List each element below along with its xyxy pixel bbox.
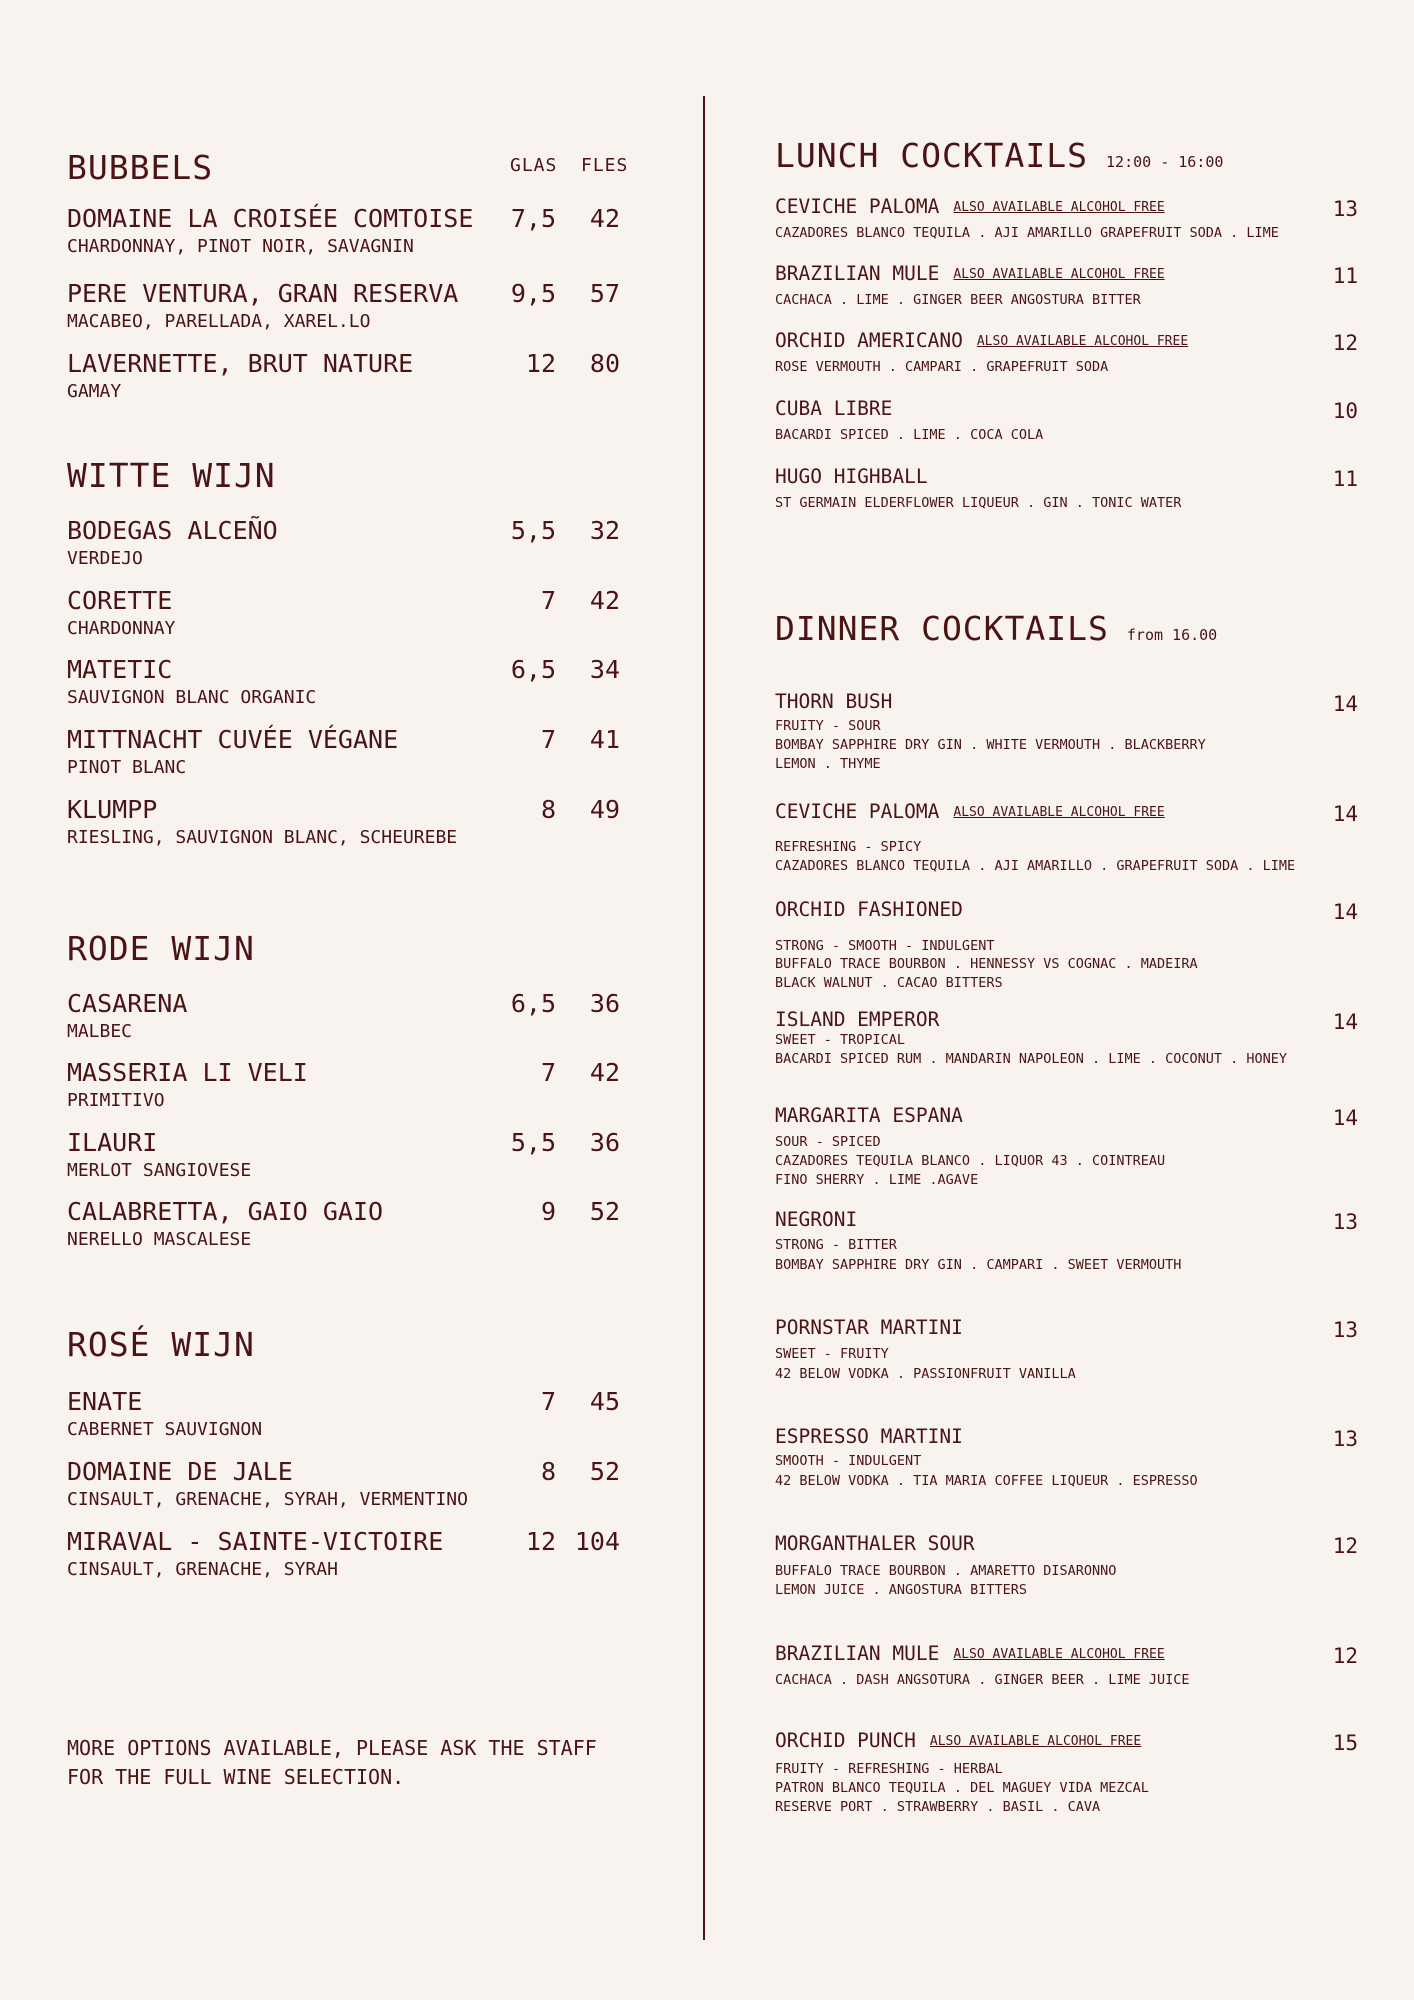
cocktail-description: BUFFALO TRACE BOURBON . HENNESSY VS COGNAC . MADEIRA (775, 956, 1198, 972)
alcohol-free-note: ALSO AVAILABLE ALCOHOL FREE (976, 334, 1189, 349)
cocktail-title-row (775, 1008, 939, 1031)
cocktail-name: BRAZILIAN MULE (775, 262, 940, 285)
glass-column-header: GLAS (510, 155, 558, 176)
wine-grapes: PRIMITIVO (67, 1090, 165, 1111)
bottle-price: 42 (589, 204, 620, 233)
cocktail-description: CAZADORES BLANCO TEQUILA . AJI AMARILLO . GRAPEFRUIT SODA . LIME (775, 858, 1296, 874)
dinner-heading (775, 609, 1217, 648)
cocktail-description: BACARDI SPICED . LIME . COCA COLA (775, 427, 1044, 443)
cocktail-description: CACHACA . DASH ANGSOTURA . GINGER BEER . LIME JUICE (775, 1672, 1190, 1688)
cocktail-price: 14 (1332, 1106, 1358, 1130)
wine-name: BODEGAS ALCEÑO (67, 516, 278, 545)
cocktail-title-row (775, 1104, 963, 1127)
wine-grapes: NERELLO MASCALESE (67, 1229, 252, 1250)
lunch-title: LUNCH COCKTAILS (775, 136, 1089, 175)
cocktail-description: BUFFALO TRACE BOURBON . AMARETTO DISARONNO (775, 1563, 1117, 1579)
glass-price: 12 (525, 1527, 556, 1556)
glass-price: 7 (540, 1387, 556, 1416)
lunch-heading (775, 136, 1223, 175)
wine-name: MATETIC (67, 655, 173, 684)
wine-name: KLUMPP (67, 795, 158, 824)
bottle-price: 42 (589, 586, 620, 615)
bottle-price: 52 (589, 1197, 620, 1226)
wine-grapes: RIESLING, SAUVIGNON BLANC, SCHEUREBE (67, 827, 458, 848)
cocktail-name: NEGRONI (775, 1208, 858, 1231)
wine-name: CORETTE (67, 586, 173, 615)
wine-name: MIRAVAL - SAINTE-VICTOIRE (67, 1527, 444, 1556)
bottle-price: 104 (574, 1527, 620, 1556)
wine-name: ILAURI (67, 1128, 158, 1157)
wine-section-title: RODE WIJN (67, 929, 255, 968)
wine-grapes: SAUVIGNON BLANC ORGANIC (67, 687, 317, 708)
alcohol-free-note: ALSO AVAILABLE ALCOHOL FREE (953, 267, 1165, 282)
cocktail-description: SWEET - FRUITY (775, 1346, 889, 1362)
wine-name: CASARENA (67, 989, 188, 1018)
cocktail-description: REFRESHING - SPICY (775, 839, 922, 855)
lunch-hours: 12:00 - 16:00 (1106, 153, 1224, 171)
cocktail-name: ESPRESSO MARTINI (775, 1425, 963, 1448)
cocktail-name: ORCHID FASHIONED (775, 898, 963, 921)
glass-price: 5,5 (510, 1128, 556, 1157)
cocktail-price: 13 (1332, 197, 1358, 221)
cocktail-price: 14 (1332, 802, 1358, 826)
cocktail-description: FINO SHERRY . LIME .AGAVE (775, 1172, 979, 1188)
cocktail-description: CACHACA . LIME . GINGER BEER ANGOSTURA BITTER (775, 292, 1141, 308)
bottle-price: 52 (589, 1457, 620, 1486)
alcohol-free-note: ALSO AVAILABLE ALCOHOL FREE (953, 200, 1165, 215)
cocktail-price: 13 (1332, 1210, 1358, 1234)
cocktail-title-row (775, 1425, 963, 1448)
glass-price: 7 (540, 725, 556, 754)
wine-name: DOMAINE DE JALE (67, 1457, 293, 1486)
cocktail-description: CAZADORES TEQUILA BLANCO . LIQUOR 43 . COINTREAU (775, 1153, 1166, 1169)
cocktail-description: FRUITY - REFRESHING - HERBAL (775, 1761, 1003, 1777)
bottle-price: 34 (589, 655, 620, 684)
cocktail-description: ST GERMAIN ELDERFLOWER LIQUEUR . GIN . TONIC WATER (775, 495, 1182, 511)
cocktail-price: 12 (1332, 331, 1358, 355)
cocktail-price: 11 (1332, 264, 1358, 288)
wine-name: MASSERIA LI VELI (67, 1058, 308, 1087)
bottle-price: 80 (589, 349, 620, 378)
dinner-hours: from 16.00 (1126, 626, 1218, 644)
dinner-title: DINNER COCKTAILS (775, 609, 1109, 648)
cocktail-price: 12 (1332, 1644, 1358, 1668)
cocktail-description: BACARDI SPICED RUM . MANDARIN NAPOLEON . LIME . COCONUT . HONEY (775, 1051, 1288, 1067)
wine-footer-note: MORE OPTIONS AVAILABLE, PLEASE ASK THE STAFF FOR THE FULL WINE SELECTION. (67, 1736, 597, 1789)
wine-name: LAVERNETTE, BRUT NATURE (67, 349, 414, 378)
wine-grapes: VERDEJO (67, 548, 143, 569)
cocktail-description: BLACK WALNUT . CACAO BITTERS (775, 975, 1003, 991)
cocktail-description: FRUITY - SOUR (775, 718, 881, 734)
cocktail-title-row (775, 800, 1165, 823)
cocktail-title-row (775, 262, 1165, 285)
wine-grapes: PINOT BLANC (67, 757, 187, 778)
cocktail-name: ORCHID AMERICANO (775, 329, 963, 352)
cocktail-title-row (775, 195, 1165, 218)
glass-price: 7,5 (510, 204, 556, 233)
wine-grapes: CABERNET SAUVIGNON (67, 1419, 263, 1440)
cocktail-name: MARGARITA ESPANA (775, 1104, 963, 1127)
cocktail-title-row (775, 690, 892, 713)
cocktail-price: 14 (1332, 692, 1358, 716)
wine-section-title: ROSÉ WIJN (67, 1325, 255, 1364)
cocktail-name: HUGO HIGHBALL (775, 465, 928, 488)
cocktail-description: RESERVE PORT . STRAWBERRY . BASIL . CAVA (775, 1799, 1101, 1815)
bottle-price: 36 (589, 1128, 620, 1157)
cocktail-name: THORN BUSH (775, 690, 893, 713)
cocktail-title-row (775, 1729, 1141, 1752)
cocktail-description: LEMON . THYME (775, 756, 881, 772)
glass-price: 9 (540, 1197, 556, 1226)
cocktail-name: MORGANTHALER SOUR (775, 1532, 975, 1555)
cocktail-description: STRONG - BITTER (775, 1237, 897, 1253)
cocktail-name: CEVICHE PALOMA (775, 800, 940, 823)
cocktail-description: BOMBAY SAPPHIRE DRY GIN . CAMPARI . SWEET VERMOUTH (775, 1257, 1182, 1273)
cocktail-description: PATRON BLANCO TEQUILA . DEL MAGUEY VIDA MEZCAL (775, 1780, 1149, 1796)
wine-section-title: BUBBELS (67, 148, 214, 187)
wine-grapes: CINSAULT, GRENACHE, SYRAH (67, 1559, 338, 1580)
bottle-price: 41 (589, 725, 620, 754)
wine-name: MITTNACHT CUVÉE VÉGANE (67, 725, 399, 754)
cocktail-name: CUBA LIBRE (775, 397, 893, 420)
bottle-price: 36 (589, 989, 620, 1018)
glass-price: 7 (540, 1058, 556, 1087)
wine-name: DOMAINE LA CROISÉE COMTOISE (67, 204, 474, 233)
cocktail-description: 42 BELOW VODKA . PASSIONFRUIT VANILLA (775, 1366, 1076, 1382)
cocktail-description: SWEET - TROPICAL (775, 1032, 906, 1048)
cocktail-title-row (775, 329, 1188, 352)
alcohol-free-note: ALSO AVAILABLE ALCOHOL FREE (929, 1734, 1142, 1749)
glass-price: 7 (540, 586, 556, 615)
wine-grapes: CHARDONNAY, PINOT NOIR, SAVAGNIN (67, 236, 414, 257)
wine-name: ENATE (67, 1387, 143, 1416)
bottle-price: 45 (589, 1387, 620, 1416)
cocktail-price: 13 (1332, 1427, 1358, 1451)
wine-grapes: CINSAULT, GRENACHE, SYRAH, VERMENTINO (67, 1489, 468, 1510)
cocktail-description: CAZADORES BLANCO TEQUILA . AJI AMARILLO GRAPEFRUIT SODA . LIME (775, 225, 1279, 241)
bottle-price: 42 (589, 1058, 620, 1087)
cocktail-description: LEMON JUICE . ANGOSTURA BITTERS (775, 1582, 1027, 1598)
cocktail-description: SMOOTH - INDULGENT (775, 1453, 922, 1469)
cocktail-price: 10 (1332, 399, 1358, 423)
cocktail-name: PORNSTAR MARTINI (775, 1316, 963, 1339)
glass-price: 8 (540, 795, 556, 824)
wine-grapes: MACABEO, PARELLADA, XAREL.LO (67, 311, 371, 332)
wine-name: PERE VENTURA, GRAN RESERVA (67, 279, 459, 308)
cocktail-description: ROSE VERMOUTH . CAMPARI . GRAPEFRUIT SODA (775, 359, 1109, 375)
cocktail-price: 11 (1332, 467, 1358, 491)
cocktail-price: 12 (1332, 1534, 1358, 1558)
cocktail-title-row (775, 1532, 975, 1555)
wine-grapes: MERLOT SANGIOVESE (67, 1160, 252, 1181)
cocktail-name: ISLAND EMPEROR (775, 1008, 940, 1031)
cocktail-name: CEVICHE PALOMA (775, 195, 940, 218)
glass-price: 12 (525, 349, 556, 378)
cocktail-title-row (775, 1642, 1165, 1665)
cocktail-price: 13 (1332, 1318, 1358, 1342)
glass-price: 6,5 (510, 989, 556, 1018)
cocktail-title-row (775, 1208, 857, 1231)
alcohol-free-note: ALSO AVAILABLE ALCOHOL FREE (953, 805, 1165, 820)
wine-grapes: CHARDONNAY (67, 618, 176, 639)
cocktail-name: ORCHID PUNCH (775, 1729, 916, 1752)
glass-price: 8 (540, 1457, 556, 1486)
cocktail-description: SOUR - SPICED (775, 1134, 881, 1150)
wine-grapes: GAMAY (67, 381, 122, 402)
alcohol-free-note: ALSO AVAILABLE ALCOHOL FREE (953, 1647, 1165, 1662)
glass-price: 5,5 (510, 516, 556, 545)
cocktail-description: 42 BELOW VODKA . TIA MARIA COFFEE LIQUEUR . ESPRESSO (775, 1473, 1198, 1489)
cocktail-title-row (775, 465, 928, 488)
bottle-price: 49 (589, 795, 620, 824)
cocktail-price: 15 (1332, 1731, 1358, 1755)
wine-grapes: MALBEC (67, 1021, 133, 1042)
cocktail-price: 14 (1332, 900, 1358, 924)
cocktail-title-row (775, 898, 963, 921)
cocktail-price: 14 (1332, 1010, 1358, 1034)
bottle-price: 57 (589, 279, 620, 308)
glass-price: 6,5 (510, 655, 556, 684)
cocktail-title-row (775, 1316, 963, 1339)
cocktail-name: BRAZILIAN MULE (775, 1642, 940, 1665)
bottle-column-header: FLES (581, 155, 629, 176)
wine-name: CALABRETTA, GAIO GAIO (67, 1197, 384, 1226)
cocktail-description: STRONG - SMOOTH - INDULGENT (775, 938, 995, 954)
cocktail-title-row (775, 397, 892, 420)
bottle-price: 32 (589, 516, 620, 545)
wine-section-title: WITTE WIJN (67, 456, 276, 495)
glass-price: 9,5 (510, 279, 556, 308)
column-divider (703, 96, 705, 1940)
cocktail-description: BOMBAY SAPPHIRE DRY GIN . WHITE VERMOUTH . BLACKBERRY (775, 737, 1206, 753)
